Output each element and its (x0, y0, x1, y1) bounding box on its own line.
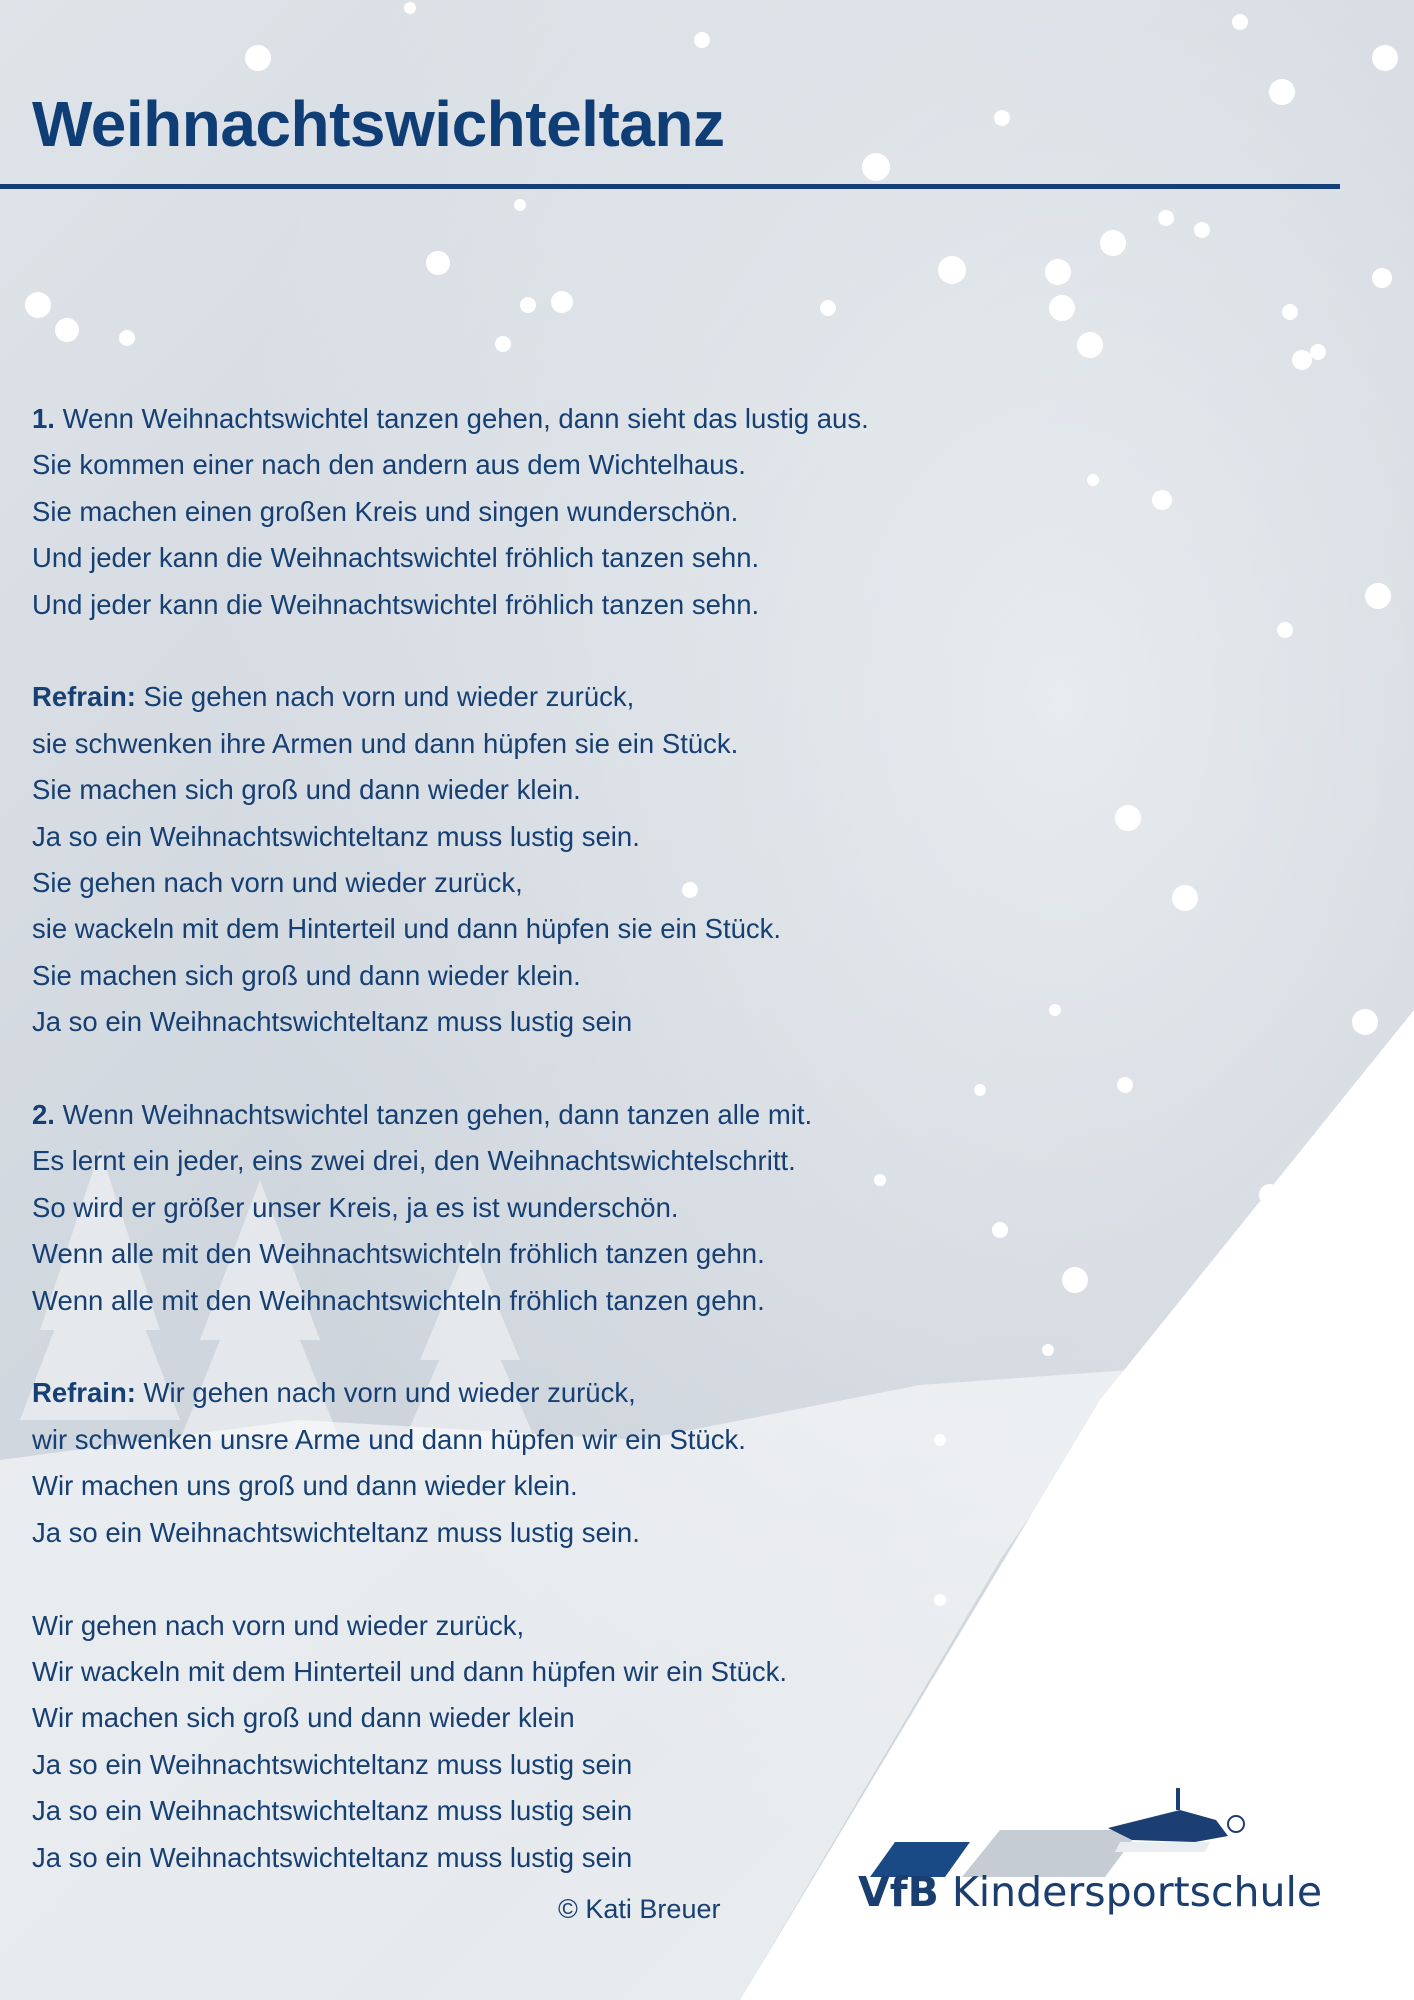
lyric-line: Wenn alle mit den Weihnachtswichteln fröhlich tanzen gehn. (32, 1284, 765, 1316)
title-underline (0, 184, 1340, 189)
lyric-line: Und jeder kann die Weihnachtswichtel fröhlich tanzen sehn. (32, 588, 760, 620)
stanza-verse-1 (32, 396, 1032, 628)
lyric-line: wir schwenken unsre Arme und dann hüpfen wir ein Stück. (32, 1423, 746, 1455)
lyric-line: Ja so ein Weihnachtswichteltanz muss lustig sein (32, 1795, 633, 1827)
lyric-line: Ja so ein Weihnachtswichteltanz muss lustig sein (32, 1006, 633, 1038)
vfb-logo (850, 1780, 1390, 1930)
lyric-line: Ja so ein Weihnachtswichteltanz muss lustig sein (32, 1748, 633, 1780)
lyric-line: Refrain: Sie gehen nach vorn und wieder zurück, (32, 681, 635, 713)
copyright-note: © Kati Breuer (558, 1894, 721, 1924)
logo-brand: VfB (858, 1868, 939, 1916)
lyric-line: Sie machen sich groß und dann wieder klein. (32, 959, 581, 991)
logo-name: Kindersportschule (951, 1868, 1323, 1916)
logo-roof-icon (850, 1780, 1390, 1880)
lyric-line: So wird er größer unser Kreis, ja es ist wunderschön. (32, 1191, 679, 1223)
stanza-refrain-1 (32, 674, 1032, 1045)
lyric-line: Wir machen sich groß und dann wieder klein (32, 1702, 575, 1734)
stanza-label: Refrain: (32, 1377, 136, 1409)
lyric-line: 1. Wenn Weihnachtswichtel tanzen gehen, dann sieht das lustig aus. (32, 403, 869, 434)
stanza-label: 2. (32, 1099, 55, 1131)
lyric-line: Wir wackeln mit dem Hinterteil und dann hüpfen wir ein Stück. (32, 1655, 788, 1687)
lyric-line: Wenn alle mit den Weihnachtswichteln fröhlich tanzen gehn. (32, 1238, 765, 1270)
logo-wordmark (858, 1868, 1322, 1916)
lyric-line: sie wackeln mit dem Hinterteil und dann hüpfen sie ein Stück. (32, 913, 782, 945)
lyric-line: Ja so ein Weihnachtswichteltanz muss lustig sein. (32, 1516, 640, 1548)
lyrics (32, 396, 1032, 1881)
lyric-line: Refrain: Wir gehen nach vorn und wieder zurück, (32, 1377, 636, 1409)
lyric-line: Sie gehen nach vorn und wieder zurück, (32, 867, 523, 899)
song-title: Weihnachtswichteltanz (32, 88, 725, 160)
lyric-line: Sie machen einen großen Kreis und singen wunderschön. (32, 495, 739, 527)
lyric-line: 2. Wenn Weihnachtswichtel tanzen gehen, dann tanzen alle mit. (32, 1099, 813, 1131)
lyric-line: Ja so ein Weihnachtswichteltanz muss lustig sein. (32, 820, 640, 852)
stanza-refrain-2 (32, 1370, 1032, 1556)
lyric-line: Wir machen uns groß und dann wieder klein. (32, 1470, 578, 1502)
lyric-line: Wir gehen nach vorn und wieder zurück, (32, 1609, 525, 1641)
stanza-label: Refrain: (32, 681, 136, 713)
stanza-verse-2 (32, 1092, 1032, 1324)
stanza-label: 1. (32, 403, 55, 434)
lyric-line: Sie kommen einer nach den andern aus dem Wichtelhaus. (32, 449, 746, 481)
lyric-line: sie schwenken ihre Armen und dann hüpfen sie ein Stück. (32, 727, 739, 759)
lyric-line: Es lernt ein jeder, eins zwei drei, den Weihnachtswichtelschritt. (32, 1145, 796, 1177)
lyric-line: Sie machen sich groß und dann wieder klein. (32, 774, 581, 806)
lyric-line: Und jeder kann die Weihnachtswichtel fröhlich tanzen sehn. (32, 542, 760, 574)
lyric-line: Ja so ein Weihnachtswichteltanz muss lustig sein (32, 1841, 633, 1873)
